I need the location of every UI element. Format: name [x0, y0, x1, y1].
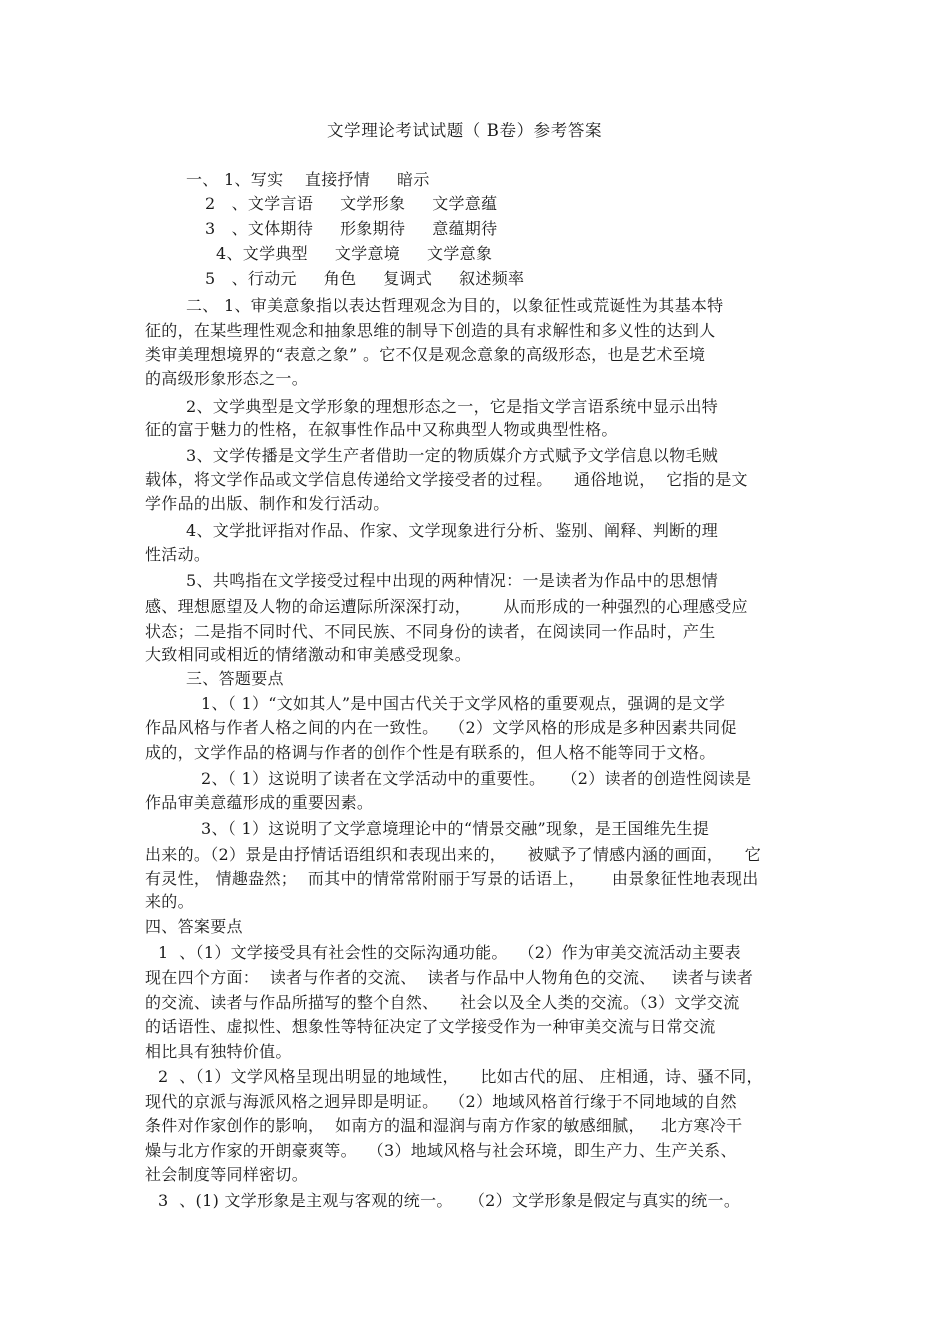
text-line: 出来的。（2）景是由抒情话语组织和表现出来的， 被赋予了情感内涵的画面， 它 — [145, 845, 762, 864]
text-line: 学作品的出版、制作和发行活动。 — [145, 494, 390, 513]
text-line: 2、（ 1）这说明了读者在文学活动中的重要性。 （2）读者的创造性阅读是 — [201, 769, 752, 788]
page-title: 文学理论考试试题（ B卷）参考答案 — [327, 121, 603, 140]
text-line: 燥与北方作家的开朗豪爽等。 （3）地域风格与社会环境，即生产力、生产关系、 — [145, 1141, 737, 1160]
text-line: 作品风格与作者人格之间的内在一致性。 （2）文学风格的形成是多种因素共同促 — [145, 718, 737, 737]
text-line: 3、（ 1）这说明了文学意境理论中的“情景交融”现象，是王国维先生提 — [201, 819, 710, 838]
section-heading: 四、答案要点 — [145, 917, 243, 936]
text-line: 状态；二是指不同时代、不同民族、不同身份的读者，在阅读同一作品时，产生 — [145, 622, 716, 641]
text-line: 1 、（1）文学接受具有社会性的交际沟通功能。 （2）作为审美交流活动主要表 — [158, 943, 741, 962]
text-line: 现在四个方面： 读者与作者的交流、 读者与作品中人物角色的交流、 读者与读者 — [145, 968, 754, 987]
text-line: 条件对作家创作的影响， 如南方的温和湿润与南方作家的敏感细腻， 北方寒冷干 — [145, 1116, 743, 1135]
text-line: 的话语性、虚拟性、想象性等特征决定了文学接受作为一种审美交流与日常交流 — [145, 1017, 716, 1036]
text-line: 二、 1、审美意象指以表达哲理观念为目的，以象征性或荒诞性为其基本特 — [186, 296, 724, 315]
text-line: 现代的京派与海派风格之迥异即是明证。 （2）地域风格首行缘于不同地域的自然 — [145, 1092, 737, 1111]
text-line: 1、（ 1）“文如其人”是中国古代关于文学风格的重要观点，强调的是文学 — [201, 694, 726, 713]
text-line: 5 、行动元 角色 复调式 叙述频率 — [205, 269, 525, 288]
text-line: 4、文学批评指对作品、作家、文学现象进行分析、鉴别、阐释、判断的理 — [186, 521, 719, 540]
text-line: 相比具有独特价值。 — [145, 1042, 292, 1061]
text-line: 来的。 — [145, 892, 194, 911]
text-line: 成的，文学作品的格调与作者的创作个性是有联系的，但人格不能等同于文格。 — [145, 743, 716, 762]
text-line: 大致相同或相近的情绪激动和审美感受现象。 — [145, 645, 472, 664]
text-line: 一、 1、写实 直接抒情 暗示 — [186, 170, 430, 189]
text-line: 征的富于魅力的性格，在叙事性作品中又称典型人物或典型性格。 — [145, 420, 618, 439]
text-line: 4、文学典型 文学意境 文学意象 — [216, 244, 493, 263]
text-line: 性活动。 — [145, 545, 211, 564]
text-line: 2、文学典型是文学形象的理想形态之一，它是指文学言语系统中显示出特 — [186, 397, 719, 416]
text-line: 的交流、读者与作品所描写的整个自然、 社会以及全人类的交流。（3）文学交流 — [145, 993, 740, 1012]
text-line: 的高级形象形态之一。 — [145, 369, 309, 388]
text-line: 2 、（1）文学风格呈现出明显的地域性， 比如古代的屈、 庄相通，诗、骚不同， — [158, 1067, 763, 1086]
section-heading: 三、答题要点 — [186, 669, 284, 688]
text-line: 作品审美意蕴形成的重要因素。 — [145, 793, 374, 812]
text-line: 3、文学传播是文学生产者借助一定的物质媒介方式赋予文学信息以物毛贼 — [186, 446, 719, 465]
text-line: 2 、文学言语 文学形象 文学意蕴 — [205, 194, 498, 213]
text-line: 感、理想愿望及人物的命运遭际所深深打动， 从而形成的一种强烈的心理感受应 — [145, 597, 748, 616]
text-line: 5、共鸣指在文学接受过程中出现的两种情况：一是读者为作品中的思想情 — [186, 571, 719, 590]
text-line: 载体，将文学作品或文学信息传递给文学接受者的过程。 通俗地说， 它指的是文 — [145, 470, 748, 489]
text-line: 征的，在某些理性观念和抽象思维的制导下创造的具有求解性和多义性的达到人 — [145, 321, 716, 340]
text-line: 社会制度等同样密切。 — [145, 1165, 309, 1184]
text-line: 3 、(1) 文学形象是主观与客观的统一。 （2）文学形象是假定与真实的统一。 — [158, 1191, 741, 1210]
text-line: 3 、文体期待 形象期待 意蕴期待 — [205, 219, 498, 238]
text-line: 有灵性， 情趣盎然； 而其中的情常常附丽于写景的话语上， 由景象征性地表现出 — [145, 869, 759, 888]
text-line: 类审美理想境界的“表意之象” 。它不仅是观念意象的高级形态，也是艺术至境 — [145, 345, 706, 364]
